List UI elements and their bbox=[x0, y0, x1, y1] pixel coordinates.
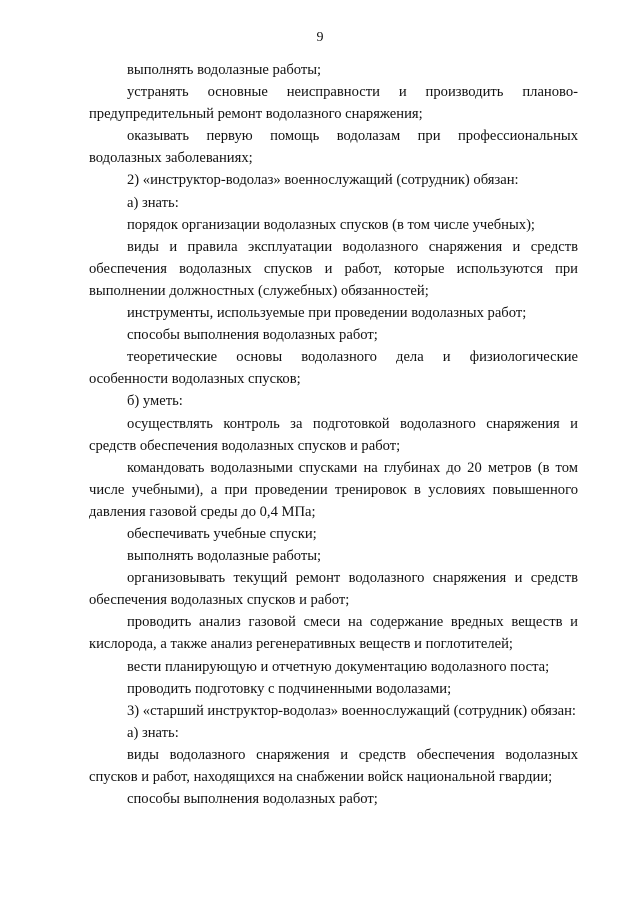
paragraph: обеспечивать учебные спуски; bbox=[127, 525, 317, 542]
paragraph: способы выполнения водолазных работ; bbox=[127, 791, 378, 808]
subsection-heading: б) уметь: bbox=[127, 393, 183, 410]
section-heading: 3) «старший инструктор-водолаз» военнослужащий (сотрудник) обязан: bbox=[127, 702, 576, 719]
paragraph: выполнять водолазные работы; bbox=[127, 62, 322, 78]
subsection-heading: а) знать: bbox=[127, 724, 179, 741]
paragraph: проводить анализ газовой смеси на содержание вредных веществ и кислорода, а также анализ регенеративных веществ и поглотителей; bbox=[89, 614, 578, 653]
paragraph: осуществлять контроль за подготовкой водолазного снаряжения и средств обеспечения водолазных спусков и работ; bbox=[89, 415, 578, 454]
page-number: 9 bbox=[316, 30, 324, 45]
paragraph: вести планирующую и отчетную документацию водолазного поста; bbox=[127, 658, 550, 675]
paragraph: командовать водолазными спусками на глубинах до 20 метров (в том числе учебными), а при проведении тренировок в условиях повышенного давления газовой среды до 0,4 МПа; bbox=[89, 459, 578, 520]
paragraph: инструменты, используемые при проведении водолазных работ; bbox=[127, 305, 527, 322]
paragraph: оказывать первую помощь водолазам при профессиональных водолазных заболеваниях; bbox=[89, 128, 578, 167]
paragraph: устранять основные неисправности и производить планово-предупредительный ремонт водолазного снаряжения; bbox=[89, 84, 578, 123]
paragraph: организовывать текущий ремонт водолазного снаряжения и средств обеспечения водолазных спусков и работ; bbox=[89, 570, 578, 609]
paragraph: порядок организации водолазных спусков (в том числе учебных); bbox=[127, 216, 535, 233]
paragraph: способы выполнения водолазных работ; bbox=[127, 327, 378, 344]
paragraph: выполнять водолазные работы; bbox=[127, 548, 322, 565]
document-body bbox=[89, 59, 578, 810]
paragraph: проводить подготовку с подчиненными водолазами; bbox=[127, 680, 452, 697]
paragraph: теоретические основы водолазного дела и физиологические особенности водолазных спусков; bbox=[89, 349, 578, 388]
subsection-heading: а) знать: bbox=[127, 194, 179, 211]
section-heading: 2) «инструктор-водолаз» военнослужащий (сотрудник) обязан: bbox=[127, 172, 519, 189]
paragraph: виды водолазного снаряжения и средств обеспечения водолазных спусков и работ, находящихся на снабжении войск национальной гвардии; bbox=[89, 746, 578, 785]
paragraph: виды и правила эксплуатации водолазного снаряжения и средств обеспечения водолазных спусков и работ, которые используются при выполнении должностных (служебных) обязанностей; bbox=[89, 238, 578, 299]
